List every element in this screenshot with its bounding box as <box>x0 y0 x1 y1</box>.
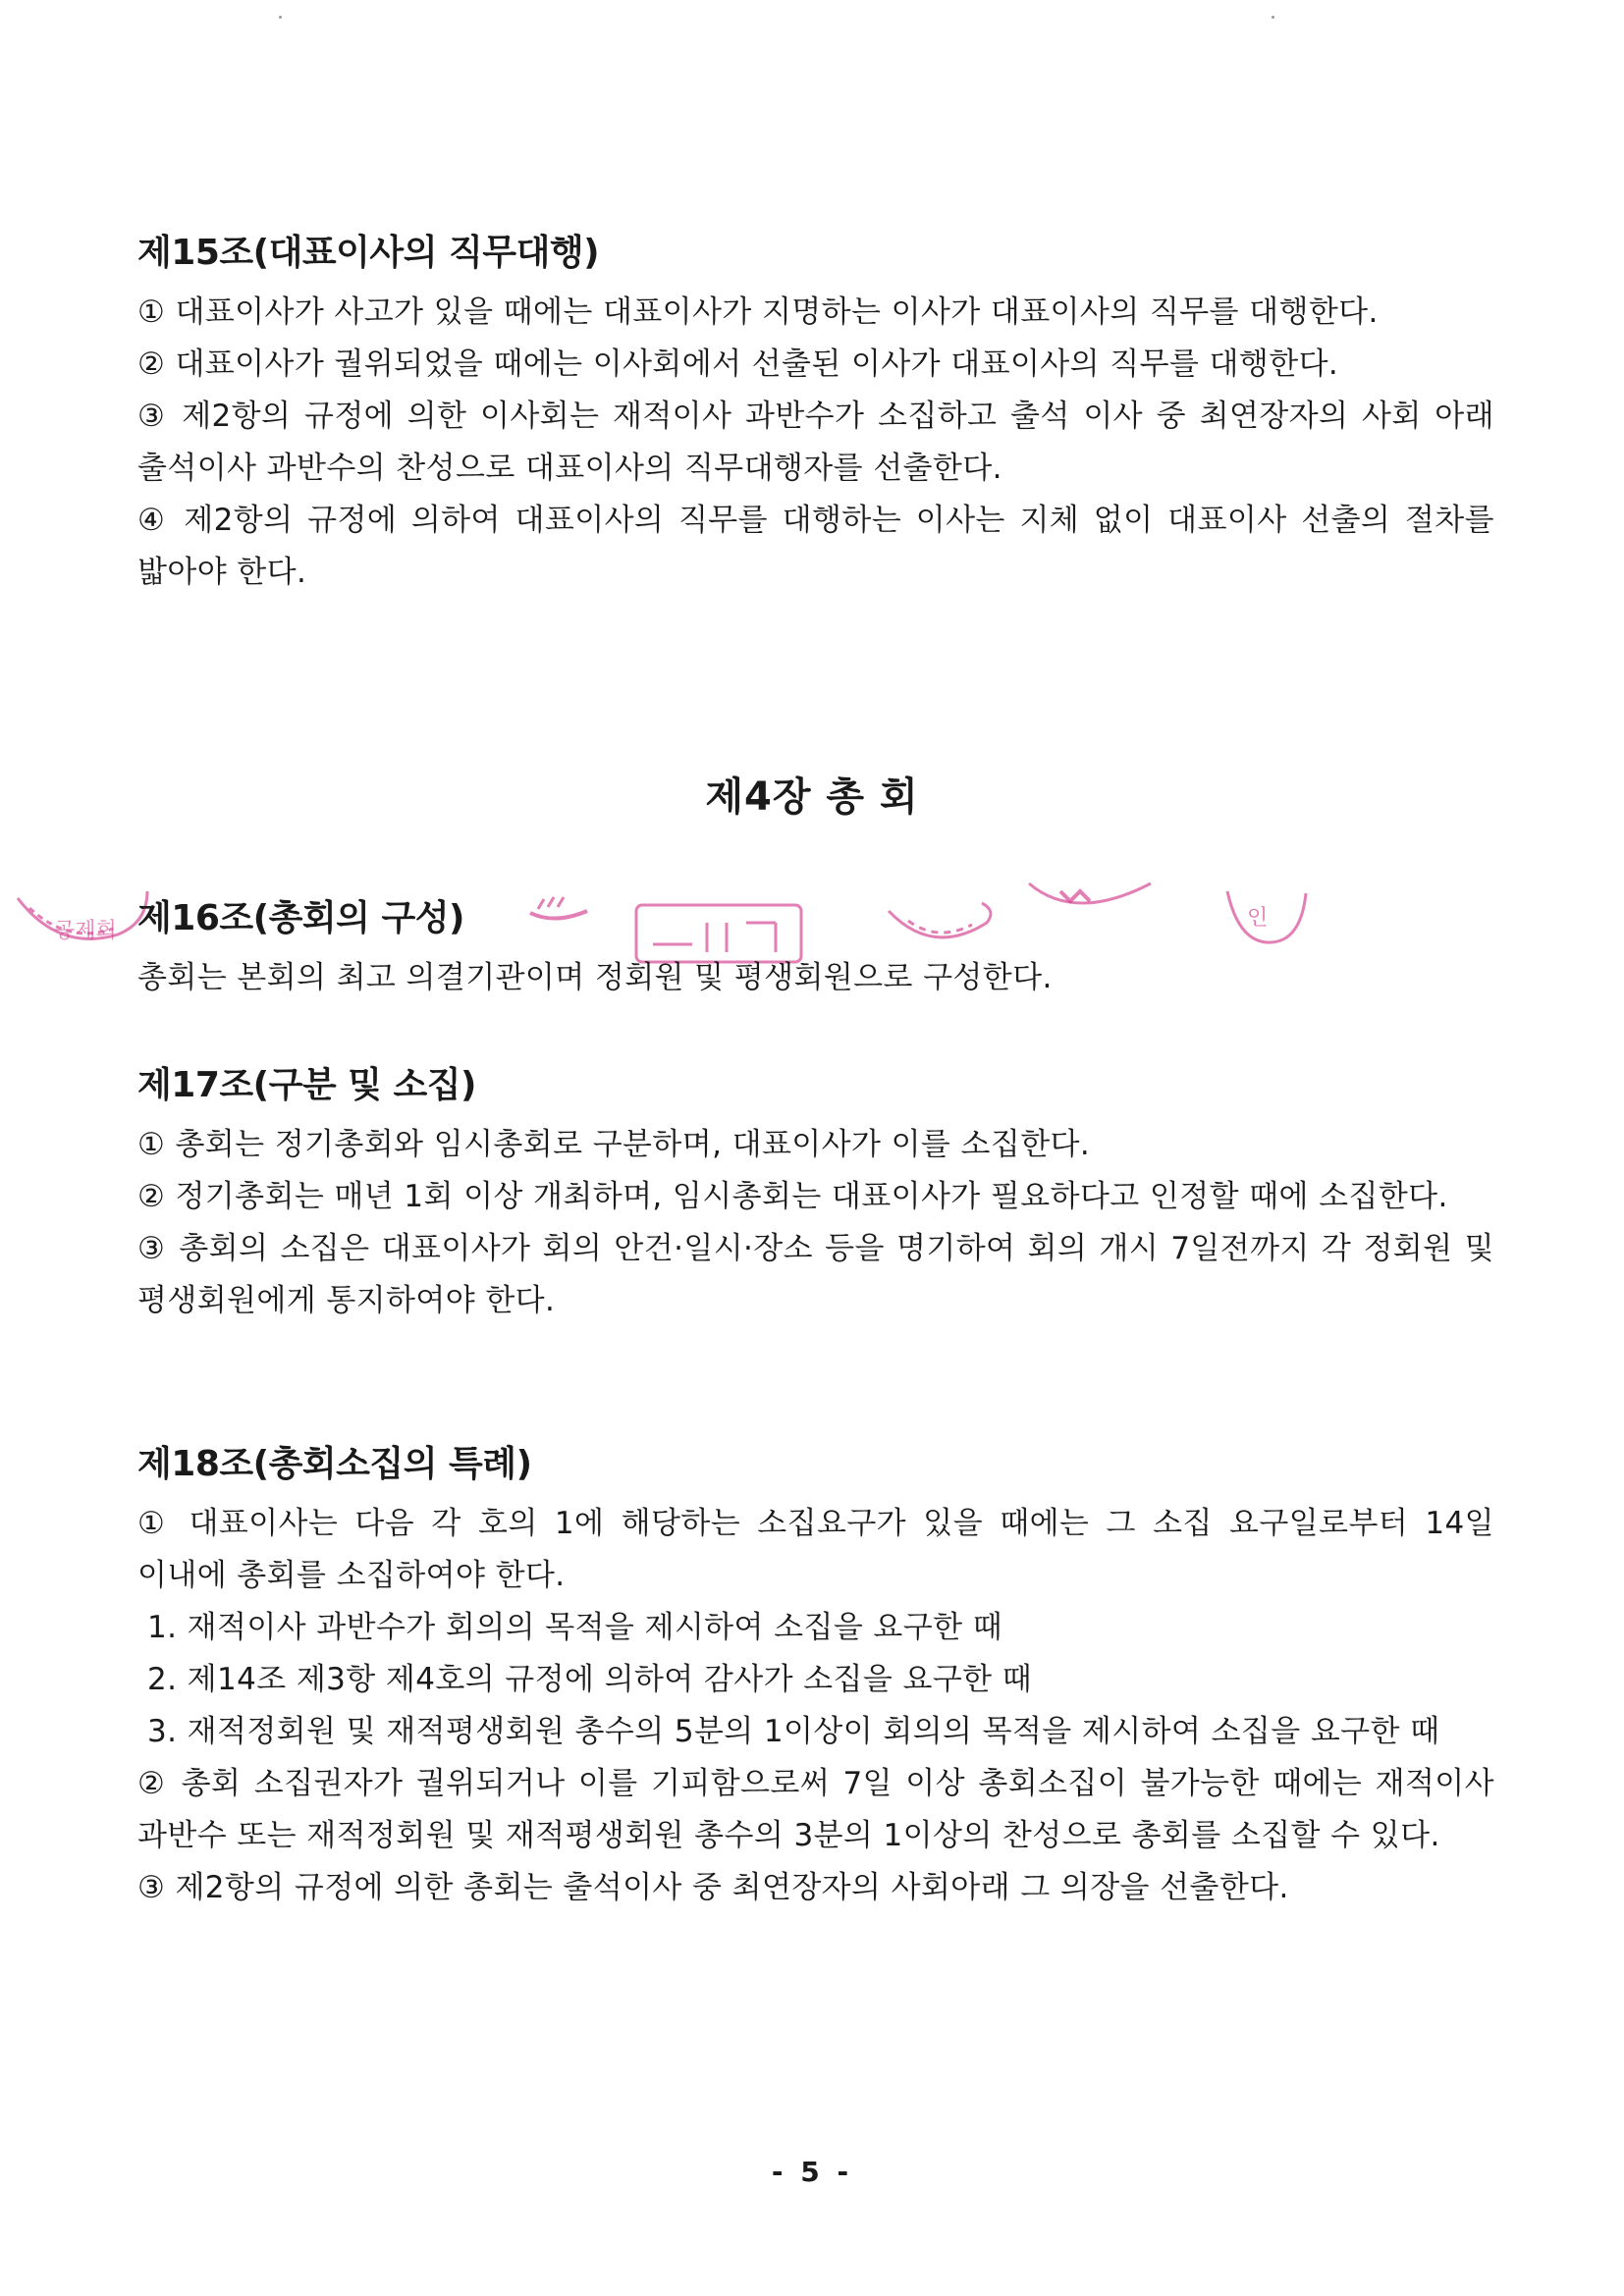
svg-text:공제회: 공제회 <box>54 919 117 943</box>
chapter-title: 제4장 총 회 <box>705 774 919 820</box>
article-15-paragraph-1: ① 대표이사가 사고가 있을 때에는 대표이사가 지명하는 이사가 대표이사의 직무를 대행한다. <box>137 294 1379 330</box>
article-15-paragraph-3: ③ 제2항의 규정에 의한 이사회는 재적이사 과반수가 소집하고 출석 이사 중 최연장자의 사회 아래 출석이사 과반수의 찬성으로 대표이사의 직무대행자를 선출한다. <box>137 399 1494 486</box>
article-18-paragraph-2: ② 총회 소집권자가 궐위되거나 이를 기피함으로써 7일 이상 총회소집이 불가능한 때에는 재적이사 과반수 또는 재적정회원 및 재적평생회원 총수의 3분의 1이상의 찬성으로 총회를 소집할 수 있다. <box>137 1766 1494 1853</box>
article-15-paragraph-4: ④ 제2항의 규정에 의하여 대표이사의 직무를 대행하는 이사는 지체 없이 대표이사 선출의 절차를 밟아야 한다. <box>137 503 1494 590</box>
article-17-paragraph-1: ① 총회는 정기총회와 임시총회로 구분하며, 대표이사가 이를 소집한다. <box>137 1127 1091 1162</box>
article-17 <box>137 1062 1494 1327</box>
svg-text:인: 인 <box>1247 906 1269 931</box>
page-number: - 5 - <box>771 2156 853 2188</box>
article-16 <box>137 895 1494 1004</box>
scan-speck <box>279 16 282 19</box>
article-17-title: 제17조(구분 및 소집) <box>137 1065 477 1105</box>
article-17-paragraph-3: ③ 총회의 소집은 대표이사가 회의 안건·일시·장소 등을 명기하여 회의 개시 7일전까지 각 정회원 및 평생회원에게 통지하여야 한다. <box>137 1231 1494 1318</box>
article-18 <box>137 1441 1494 1914</box>
seal-stamp-left <box>18 891 147 938</box>
article-18-paragraph-1: ① 대표이사는 다음 각 호의 1에 해당하는 소집요구가 있을 때에는 그 소집 요구일로부터 14일 이내에 총회를 소집하여야 한다. <box>137 1506 1494 1593</box>
article-16-title: 제16조(총회의 구성) <box>137 898 464 938</box>
article-18-paragraph-3: ③ 제2항의 규정에 의한 총회는 출석이사 중 최연장자의 사회아래 그 의장을 선출한다. <box>137 1870 1289 1905</box>
article-16-paragraph-1: 총회는 본회의 최고 의결기관이며 정회원 및 평생회원으로 구성한다. <box>137 960 1053 995</box>
article-18-item-2: 2. 제14조 제3항 제4호의 규정에 의하여 감사가 소집을 요구한 때 <box>147 1662 1033 1697</box>
article-15 <box>137 230 1494 599</box>
article-15-title: 제15조(대표이사의 직무대행) <box>137 233 600 273</box>
article-17-paragraph-2: ② 정기총회는 매년 1회 이상 개최하며, 임시총회는 대표이사가 필요하다고 인정할 때에 소집한다. <box>137 1179 1448 1214</box>
article-18-item-3: 3. 재적정회원 및 재적평생회원 총수의 5분의 1이상이 회의의 목적을 제시하여 소집을 요구한 때 <box>147 1714 1440 1749</box>
article-18-item-1: 1. 재적이사 과반수가 회의의 목적을 제시하여 소집을 요구한 때 <box>147 1610 1003 1645</box>
article-18-title: 제18조(총회소집의 특례) <box>137 1444 532 1484</box>
scan-speck <box>1272 16 1274 19</box>
article-15-paragraph-2: ② 대표이사가 궐위되었을 때에는 이사회에서 선출된 이사가 대표이사의 직무를 대행한다. <box>137 347 1339 382</box>
